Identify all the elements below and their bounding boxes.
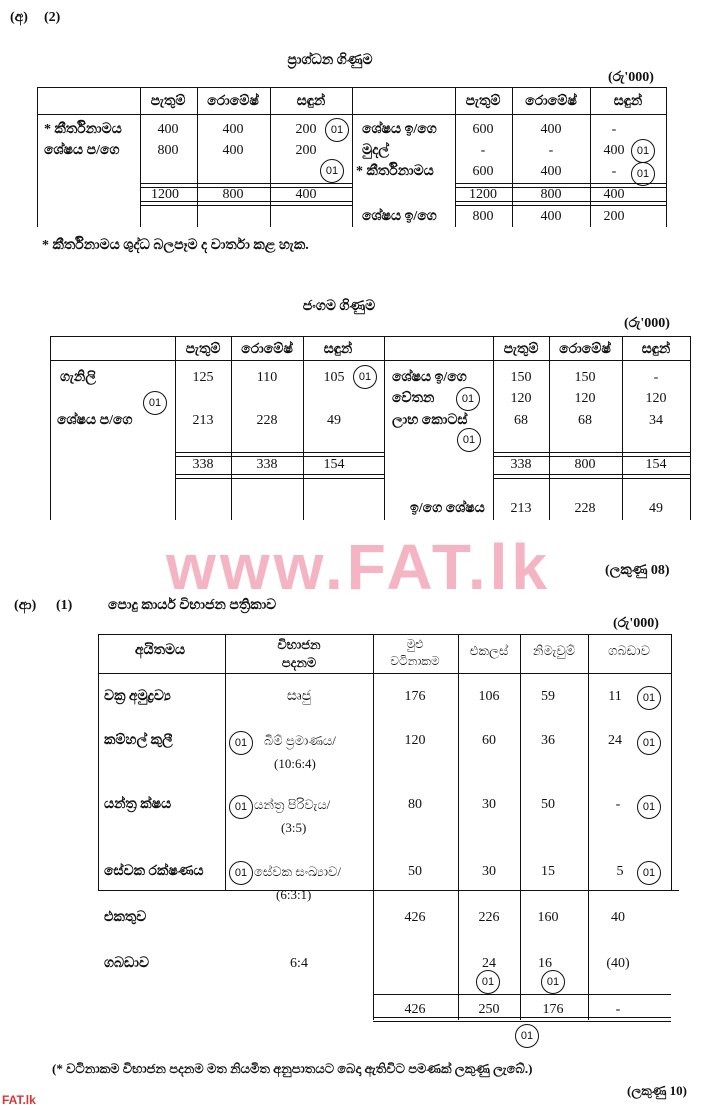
overhead-note: (* වටිනාකම විභාජන පදනම මත නියමිත අනුපාතයට බෙදා ඇතිවිට පමණක් ලකුණු ලැබේ.) — [52, 1061, 533, 1076]
overhead-basis-ratio: (6:3:1) — [276, 887, 312, 902]
mark-circle: 01 — [143, 391, 167, 415]
overhead-value: - — [615, 797, 621, 812]
overhead-subtotal: 40 — [611, 910, 625, 925]
overhead-store-value: 16 — [538, 956, 552, 971]
overhead-subtotal-label: එකතුව — [104, 910, 147, 925]
mark-circle: 01 — [229, 731, 253, 755]
overhead-value: 50 — [541, 797, 555, 812]
section-number-aa: (1) — [56, 598, 73, 613]
current-header-sandun: සඳුන් — [323, 342, 353, 357]
overhead-basis: සේවක සංඛ්‍යාව/ — [254, 864, 341, 879]
overhead-header-item: අයිතමය — [134, 643, 186, 658]
mark-circle: 01 — [631, 162, 655, 186]
current-header-sandun-r: සඳුන් — [641, 342, 671, 357]
current-unit: (රු'000) — [624, 316, 670, 331]
overhead-item: වක්‍ර අමුද්‍රව්‍ය — [104, 689, 171, 704]
capital-value: - — [611, 122, 617, 137]
overhead-header-basis: විභාජන පදනම — [277, 637, 321, 670]
current-value: 228 — [256, 413, 278, 428]
capital-note: * කීර්තිනාමය ශුද්ධ බලපෑම ද වාර්තා කළ හැක. — [42, 238, 309, 253]
overhead-basis-ratio: (10:6:4) — [274, 756, 316, 771]
capital-value: 800 — [157, 143, 179, 158]
mark-circle: 01 — [353, 365, 377, 389]
capital-header-sandun: සඳුන් — [296, 94, 326, 109]
capital-right-label-balance: ශේෂය ඉ/ගෙ — [362, 122, 437, 137]
current-right-total: 338 — [510, 457, 532, 472]
mark-circle: 01 — [541, 970, 565, 994]
overhead-subtotal: 226 — [478, 910, 500, 925]
overhead-total: 426 — [404, 1002, 426, 1017]
overhead-value: 50 — [408, 864, 422, 879]
overhead-item: යන්ත්‍ර ක්ෂය — [104, 797, 172, 812]
mark-circle: 01 — [229, 861, 253, 885]
current-value: 49 — [649, 501, 663, 516]
overhead-header-total: මුළු වටිනාකම — [390, 637, 440, 668]
overhead-value: 176 — [404, 689, 426, 704]
capital-right-total: 400 — [603, 187, 625, 202]
capital-header-romesh-r: රොමේෂ් — [525, 94, 577, 109]
overhead-total: 250 — [478, 1002, 500, 1017]
current-right-label-balance: ශේෂය ඉ/ගෙ — [392, 370, 467, 385]
current-value: 125 — [192, 370, 214, 385]
overhead-value: 80 — [408, 797, 422, 812]
overhead-subtotal: 426 — [404, 910, 426, 925]
section-label: (අ) — [10, 10, 28, 25]
overhead-total: - — [615, 1002, 621, 1017]
mark-circle: 01 — [637, 795, 661, 819]
mark-circle: 01 — [457, 428, 481, 452]
current-value: - — [653, 370, 659, 385]
capital-header-romesh: රොමේෂ් — [207, 94, 259, 109]
capital-header-pathum: පැතුම් — [150, 94, 186, 109]
current-value: 150 — [574, 370, 596, 385]
overhead-basis-ratio: (3:5) — [281, 820, 307, 835]
current-left-total: 338 — [192, 457, 214, 472]
current-left-total: 338 — [256, 457, 278, 472]
capital-value: 400 — [540, 122, 562, 137]
capital-right-total: 800 — [540, 187, 562, 202]
current-balance-cd-label: ඉ/ගෙ ශේෂය — [410, 501, 485, 516]
overhead-header-store: ගබඩාව — [608, 643, 650, 658]
capital-unit: (රු'000) — [608, 70, 654, 85]
current-right-total: 154 — [645, 457, 667, 472]
footer-logo-text: FAT.lk — [2, 1093, 36, 1107]
overhead-value: 24 — [608, 733, 622, 748]
current-right-label-salary: වේතන — [392, 391, 435, 406]
current-header-pathum: පැතුම් — [185, 342, 221, 357]
overhead-basis: බිම් ප්‍රමාණය/ — [264, 733, 336, 748]
capital-left-label-goodwill: * කීර්තිනාමය — [44, 122, 122, 137]
mark-circle: 01 — [229, 795, 253, 819]
overhead-basis: සෘජු — [286, 689, 312, 704]
current-right-total: 800 — [574, 457, 596, 472]
section-label-aa: (ආ) — [14, 598, 37, 613]
current-value: 49 — [327, 413, 341, 428]
watermark: www.FAT.lk — [166, 531, 551, 603]
capital-value: 400 — [157, 122, 179, 137]
mark-circle: 01 — [637, 686, 661, 710]
capital-balance-cd-label: ශේෂය ඉ/ගෙ — [362, 209, 437, 224]
capital-left-total: 400 — [295, 187, 317, 202]
overhead-value: 120 — [404, 733, 426, 748]
capital-left-label-balance: ශේෂය ප/ගෙ — [44, 143, 120, 158]
current-header-romesh: රොමේෂ් — [241, 342, 293, 357]
capital-value: 200 — [295, 143, 317, 158]
capital-title: ප්‍රාග්ධන ගිණුම — [287, 53, 373, 68]
capital-value: - — [548, 143, 554, 158]
overhead-value: 36 — [541, 733, 555, 748]
overhead-subtotal: 160 — [537, 910, 559, 925]
overhead-unit: (රු'000) — [613, 616, 659, 631]
overhead-store-label: ගබඩාව — [104, 956, 150, 971]
capital-left-total: 800 — [222, 187, 244, 202]
current-value: 150 — [510, 370, 532, 385]
overhead-value: 60 — [482, 733, 496, 748]
section-number: (2) — [44, 10, 61, 25]
current-value: 68 — [514, 413, 528, 428]
overhead-header-finishing: නිමැවුම් — [532, 643, 576, 658]
overhead-value: 30 — [482, 864, 496, 879]
overhead-basis: යන්ත්‍ර පිරිවැය/ — [254, 797, 331, 812]
current-value: 120 — [645, 391, 667, 406]
mark-circle: 01 — [325, 118, 349, 142]
capital-value: 600 — [472, 122, 494, 137]
current-header-romesh-r: රොමේෂ් — [559, 342, 611, 357]
current-left-label-drawings: ගැනිලි — [60, 370, 96, 385]
mark-circle: 01 — [637, 861, 661, 885]
mark-circle: 01 — [320, 159, 344, 183]
current-value: 110 — [256, 370, 278, 385]
mark-circle: 01 — [456, 387, 480, 411]
mark-circle: 01 — [515, 1024, 539, 1048]
capital-header-pathum-r: පැතුම් — [465, 94, 501, 109]
overhead-value: 59 — [541, 689, 555, 704]
marks-a: (ලකුණු 08) — [605, 563, 670, 578]
current-value: 105 — [323, 370, 345, 385]
overhead-item: සේවක රක්ෂණය — [104, 864, 204, 879]
overhead-store-basis: 6:4 — [290, 956, 308, 971]
marks-aa: (ලකුණු 10) — [627, 1083, 687, 1098]
overhead-total: 176 — [542, 1002, 564, 1017]
overhead-value: 15 — [541, 864, 555, 879]
current-title: ජංගම ගිණුම — [302, 299, 376, 314]
capital-right-label-cash: මුදල් — [362, 143, 389, 158]
capital-value: 400 — [540, 164, 562, 179]
mark-circle: 01 — [476, 970, 500, 994]
capital-right-label-goodwill: * කීර්තිනාමය — [356, 164, 434, 179]
current-value: 228 — [574, 501, 596, 516]
overhead-value: 5 — [616, 864, 624, 879]
mark-circle: 01 — [631, 139, 655, 163]
capital-value: 600 — [472, 164, 494, 179]
capital-value: 400 — [603, 143, 625, 158]
overhead-value: 106 — [478, 689, 500, 704]
capital-value: - — [480, 143, 486, 158]
mark-circle: 01 — [637, 731, 661, 755]
capital-header-sandun-r: සඳුන් — [613, 94, 643, 109]
current-value: 120 — [574, 391, 596, 406]
current-value: 120 — [510, 391, 532, 406]
current-value: 34 — [649, 413, 663, 428]
capital-value: 200 — [603, 209, 625, 224]
current-value: 68 — [578, 413, 592, 428]
capital-value: 400 — [222, 122, 244, 137]
capital-value: - — [611, 164, 617, 179]
current-value: 213 — [192, 413, 214, 428]
capital-value: 400 — [222, 143, 244, 158]
current-right-label-profit: ලාභ කොටස් — [392, 413, 468, 428]
overhead-item: කම්හල් කුලී — [104, 733, 173, 748]
current-left-total: 154 — [323, 457, 345, 472]
capital-value: 800 — [472, 209, 494, 224]
overhead-value: 30 — [482, 797, 496, 812]
capital-value: 400 — [540, 209, 562, 224]
overhead-header-assembly: එකලස් — [469, 643, 509, 658]
overhead-value: 11 — [608, 689, 622, 704]
capital-value: 200 — [295, 122, 317, 137]
capital-right-total: 1200 — [469, 187, 497, 202]
current-left-label-balance: ශේෂය ප/ගෙ — [57, 413, 133, 428]
overhead-title: පොදු කාර්ය විභාජන පත්‍රිකාව — [108, 598, 277, 613]
overhead-store-value: 24 — [482, 956, 496, 971]
capital-left-total: 1200 — [151, 187, 179, 202]
overhead-store-value: (40) — [606, 956, 630, 971]
current-value: 213 — [510, 501, 532, 516]
current-header-pathum-r: පැතුම් — [503, 342, 539, 357]
